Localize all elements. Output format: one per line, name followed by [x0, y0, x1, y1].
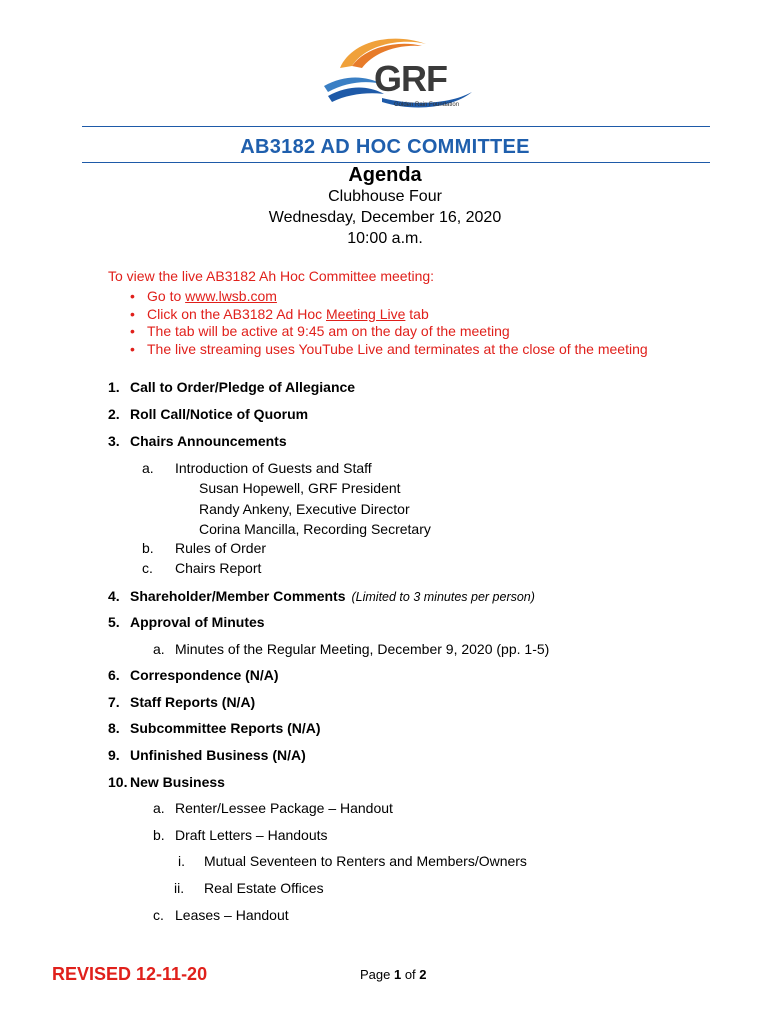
item-text: Leases – Handout: [175, 907, 289, 923]
item-number: 6.: [108, 667, 120, 683]
page-number: [360, 967, 427, 982]
item-label: a.: [142, 460, 154, 476]
page-text: of: [401, 967, 420, 982]
item-text: Correspondence (N/A): [130, 667, 279, 683]
item-label: i.: [178, 853, 185, 869]
agenda-item-3: [108, 433, 287, 449]
item-number: 4.: [108, 588, 120, 604]
agenda-item-3c: [142, 560, 261, 576]
top-divider: [82, 126, 710, 127]
item-text: Rules of Order: [175, 540, 267, 556]
list-item: [130, 306, 648, 324]
agenda-item-2: [108, 406, 308, 422]
agenda-item-1: [108, 379, 355, 395]
item-text: Roll Call/Notice of Quorum: [130, 406, 309, 422]
list-item: • The live streaming uses YouTube Live and terminates at the close of the meeting: [130, 341, 648, 359]
item-text: Minutes of the Regular Meeting, December 9, 2020 (pp. 1-5): [175, 641, 550, 657]
agenda-item-5: [108, 614, 265, 630]
agenda-item-3b: [142, 540, 266, 556]
item-text: Chairs Announcements: [130, 433, 287, 449]
item-note: (Limited to 3 minutes per person): [351, 590, 535, 604]
item-text: Real Estate Offices: [204, 880, 324, 896]
item-number: 9.: [108, 747, 120, 763]
current-page: 1: [393, 967, 402, 982]
item-text: New Business: [130, 774, 225, 790]
item-text: Staff Reports (N/A): [130, 694, 256, 710]
lwsb-link[interactable]: www.lwsb.com: [185, 288, 277, 304]
agenda-item-8: [108, 720, 321, 736]
item-number: 3.: [108, 433, 120, 449]
logo-tagline: Golden Rain Foundation: [394, 102, 460, 108]
agenda-item-7: [108, 694, 255, 710]
staff-name: Randy Ankeny, Executive Director: [199, 501, 410, 517]
bullet-text: Go to: [147, 288, 186, 304]
agenda-item-10b: [153, 827, 328, 843]
item-text: Renter/Lessee Package – Handout: [175, 800, 393, 816]
item-label: b.: [142, 540, 154, 556]
item-text: Call to Order/Pledge of Allegiance: [130, 379, 356, 395]
item-text: Mutual Seventeen to Renters and Members/Owners: [204, 853, 527, 869]
item-text: Chairs Report: [175, 560, 262, 576]
item-number: 2.: [108, 406, 120, 422]
agenda-item-5a: [153, 641, 549, 657]
item-label: a.: [153, 641, 165, 657]
item-label: b.: [153, 827, 165, 843]
bullet-text: Click on the AB3182 Ad Hoc: [147, 305, 326, 322]
staff-name: Susan Hopewell, GRF President: [199, 480, 401, 496]
item-number: 7.: [108, 694, 120, 710]
item-text: Introduction of Guests and Staff: [175, 460, 372, 476]
live-notice-intro: To view the live AB3182 Ah Hoc Committee meeting:: [108, 268, 435, 284]
agenda-title: Agenda: [348, 164, 422, 186]
meeting-time: 10:00 a.m.: [347, 230, 423, 247]
agenda-item-4: [108, 588, 535, 604]
grf-logo: [322, 34, 482, 114]
live-notice-list: [130, 288, 648, 359]
agenda-item-6: [108, 667, 279, 683]
revised-stamp: REVISED 12-11-20: [52, 964, 208, 984]
item-text: Shareholder/Member Comments: [130, 588, 346, 604]
agenda-item-10b-i: [178, 853, 527, 869]
agenda-item-10b-ii: [174, 880, 324, 896]
item-label: c.: [153, 907, 164, 923]
total-pages: 2: [419, 967, 427, 982]
meeting-live-link[interactable]: Meeting Live: [326, 305, 406, 322]
committee-title: AB3182 AD HOC COMMITTEE: [240, 136, 530, 158]
logo-wordmark: GRF: [374, 58, 447, 99]
item-number: 10.: [108, 774, 128, 790]
item-number: 5.: [108, 614, 120, 630]
agenda-item-10c: [153, 907, 289, 923]
agenda-item-9: [108, 747, 306, 763]
list-item: [130, 288, 648, 306]
item-number: 1.: [108, 379, 120, 395]
item-text: Unfinished Business (N/A): [130, 747, 306, 763]
bottom-divider: [82, 162, 710, 163]
item-label: a.: [153, 800, 165, 816]
bullet-text: tab: [405, 305, 429, 322]
item-label: ii.: [174, 880, 185, 896]
meeting-location: Clubhouse Four: [328, 188, 442, 205]
item-text: Subcommittee Reports (N/A): [130, 720, 321, 736]
agenda-item-3a: [142, 460, 372, 476]
item-text: Draft Letters – Handouts: [175, 827, 328, 843]
page-text: Page: [360, 967, 394, 982]
agenda-item-10a: [153, 800, 393, 816]
item-number: 8.: [108, 720, 120, 736]
staff-name: Corina Mancilla, Recording Secretary: [199, 521, 431, 537]
agenda-item-10: [108, 774, 225, 790]
meeting-date: Wednesday, December 16, 2020: [268, 209, 502, 226]
list-item: • The tab will be active at 9:45 am on the day of the meeting: [130, 323, 648, 341]
item-label: c.: [142, 560, 153, 576]
item-text: Approval of Minutes: [130, 614, 265, 630]
